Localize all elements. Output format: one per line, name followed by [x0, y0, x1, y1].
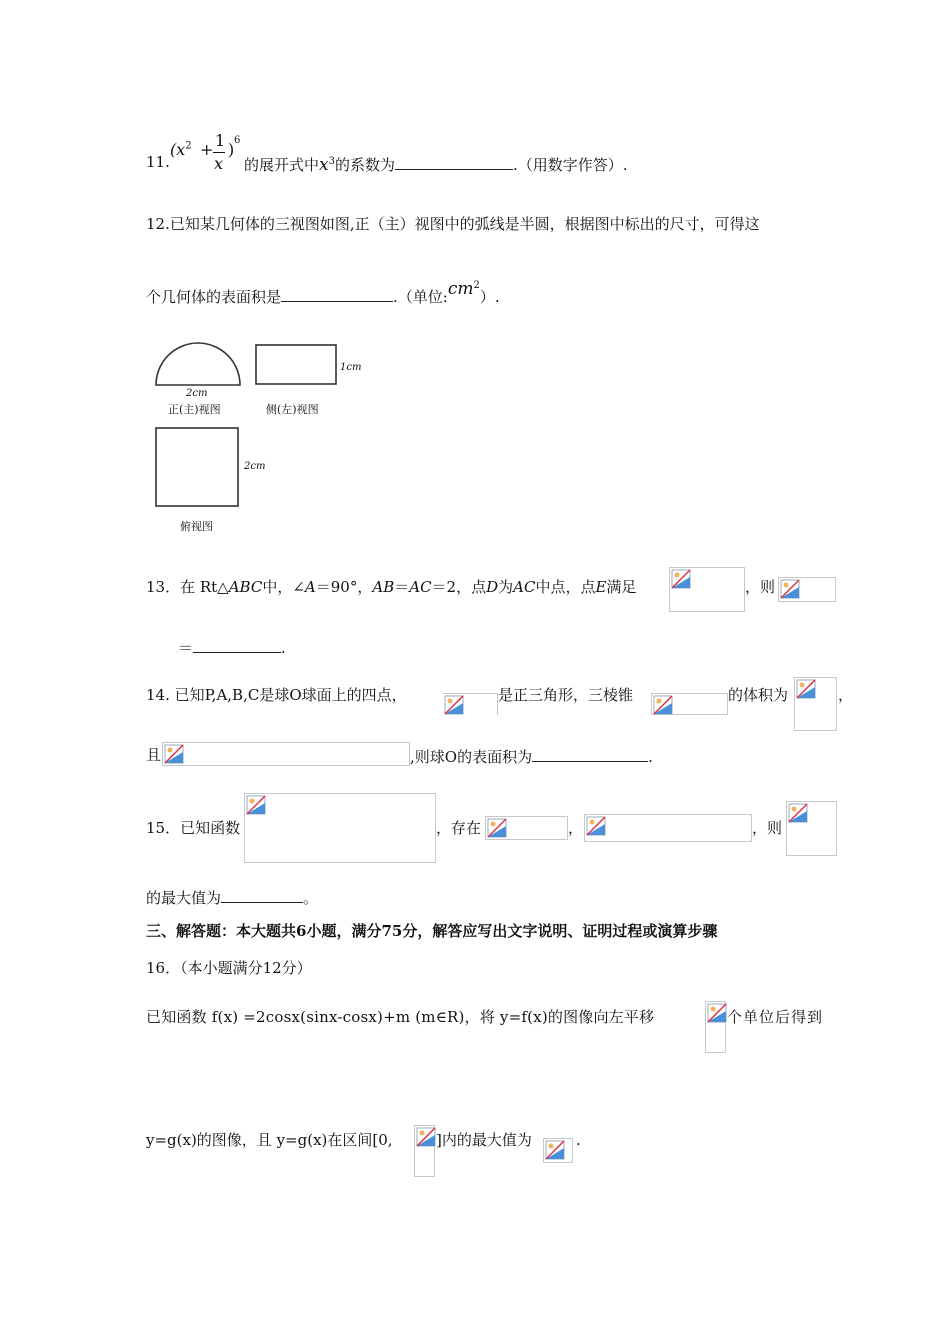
side-view-label: 侧(左)视图 — [266, 403, 319, 416]
q12-unit: cm — [447, 279, 474, 299]
q15-image-1 — [244, 793, 436, 863]
q13-abc: ABC — [228, 578, 263, 596]
q13-ab: AB — [372, 578, 395, 596]
q13-line2 — [178, 636, 286, 658]
broken-image-icon — [653, 695, 673, 715]
q13-t1: 中，∠ — [262, 578, 305, 596]
q11-text — [244, 152, 628, 175]
q13-e: E — [595, 578, 607, 596]
broken-image-icon — [586, 816, 606, 836]
broken-image-icon — [164, 744, 184, 764]
q15-line1-a: 15．已知函数 — [146, 819, 241, 837]
q14-answer-blank[interactable] — [532, 745, 648, 762]
q11-line — [146, 152, 170, 172]
q11-text-a: 的展开式中 — [244, 156, 320, 174]
q11-answer-blank[interactable] — [395, 153, 513, 170]
q11-formula-close: ) — [228, 140, 235, 159]
broken-image-icon — [487, 818, 507, 838]
q11-text-c: .（用数字作答）. — [513, 156, 628, 174]
q15-line1-d: ，则 — [752, 819, 783, 837]
q14-line2-a: 且 — [146, 746, 162, 764]
q13-line1 — [146, 577, 636, 597]
q14-line2-end: . — [648, 748, 653, 766]
q13-image-2 — [778, 577, 836, 602]
broken-image-icon — [796, 679, 816, 699]
q11-formula-base: (x — [170, 140, 186, 159]
q14-line1-a: 14. 已知P,A,B,C是球O球面上的四点， — [146, 686, 407, 704]
q15-image-2 — [485, 816, 568, 840]
broken-image-icon — [780, 579, 800, 599]
q16-line1-b: 个单位后得到 — [727, 1008, 824, 1026]
broken-image-icon — [707, 1003, 727, 1023]
q11-formula-plus: + — [200, 140, 214, 159]
front-view-semicircle — [156, 343, 240, 385]
q15-image-4 — [786, 801, 837, 856]
broken-image-icon — [246, 795, 266, 815]
q16-line1-a: 已知函数 f(x) =2cosx(sinx-cosx)+m (m∈R)，将 y=f(x)的图像向左平移 — [146, 1008, 655, 1026]
q14-line2-text: ,则球O的表面积为 — [410, 748, 533, 766]
q11-text-b: 的系数为 — [334, 156, 395, 174]
q13-number: 13．在 Rt△ — [146, 578, 229, 596]
q13-equals: ＝ — [178, 639, 194, 657]
q11-formula-numerator: 1 — [215, 131, 226, 150]
q16-image-3 — [543, 1138, 573, 1163]
front-dim-label: 2cm — [186, 388, 208, 399]
q14-line1-b: 是正三角形，三棱锥 — [498, 686, 634, 704]
broken-image-icon — [444, 695, 464, 715]
top-view-rect — [156, 428, 238, 506]
q16-header: 16．（本小题满分12分） — [146, 959, 312, 977]
q12-unit-exp: 2 — [473, 280, 480, 291]
broken-image-icon — [416, 1127, 436, 1147]
top-view-label: 俯视图 — [180, 520, 213, 533]
q13-d: D — [486, 578, 499, 596]
q13-t2: ＝90°， — [315, 578, 373, 596]
q13-image-1 — [669, 567, 745, 612]
section3-heading: 三、解答题：本大题共6小题，满分75分，解答应写出文字说明、证明过程或演算步骤 — [146, 922, 718, 940]
q13-t7: 满足 — [606, 578, 637, 596]
q12-line2-a: 个几何体的表面积是 — [146, 288, 282, 306]
q14-line1-d: ， — [838, 686, 854, 704]
q14-line2-b — [410, 745, 653, 767]
q12-line2 — [146, 279, 500, 307]
q11-x3: x — [319, 155, 329, 175]
q11-formula-power: 6 — [234, 135, 241, 146]
q16-image-2 — [414, 1125, 435, 1177]
q13-ac2: AC — [513, 578, 536, 596]
q15-answer-blank[interactable] — [221, 886, 303, 903]
q16-line2-b: ]内的最大值为 — [436, 1131, 532, 1149]
q16-line2-a: y=g(x)的图像，且 y=g(x)在区间[0, — [146, 1131, 393, 1149]
side-dim-label: 1cm — [340, 362, 362, 373]
q14-image-3 — [794, 677, 837, 731]
broken-image-icon — [545, 1140, 565, 1160]
q12-answer-blank[interactable] — [281, 285, 393, 302]
broken-image-icon — [671, 569, 691, 589]
q13-then: ，则 — [745, 578, 776, 596]
q11-number: 11. — [146, 153, 170, 171]
q13-t4: ＝2，点 — [431, 578, 487, 596]
q11-fraction-bar — [213, 152, 225, 153]
q14-line1-c: 的体积为 — [728, 686, 789, 704]
q12-line2-c: ）. — [479, 288, 500, 306]
q15-line1-b: ，存在 — [436, 819, 482, 837]
q11-x3-exp: 3 — [328, 156, 335, 167]
q12-line1: 12.已知某几何体的三视图如图,正（主）视图中的弧线是半圆，根据图中标出的尺寸，可得这 — [146, 215, 760, 233]
q13-answer-blank[interactable] — [193, 636, 281, 653]
q14-image-4 — [162, 742, 410, 766]
q11-formula — [170, 131, 244, 178]
q15-line2-text: 的最大值为 — [146, 889, 222, 907]
q13-a: A — [304, 578, 316, 596]
q14-image-2 — [651, 693, 728, 715]
q15-line2 — [146, 886, 318, 908]
q16-image-1 — [705, 1001, 726, 1053]
q15-line1-c: ， — [568, 819, 584, 837]
q13-t6: 中点，点 — [535, 578, 596, 596]
q11-formula-denominator: x — [214, 154, 224, 173]
q12-line2-b: .（单位: — [393, 288, 448, 306]
front-view-label: 正(主)视图 — [168, 403, 221, 416]
q13-end: . — [281, 639, 286, 657]
q15-line2-end: 。 — [303, 889, 319, 907]
q15-image-3 — [584, 814, 752, 842]
q13-t5: 为 — [498, 578, 514, 596]
q13-t3: ＝ — [394, 578, 410, 596]
top-dim-label: 2cm — [244, 461, 266, 472]
q14-image-1 — [443, 693, 498, 715]
q11-formula-exp: 2 — [185, 140, 192, 152]
q16-line2-c: . — [576, 1131, 581, 1149]
side-view-rect — [256, 345, 336, 384]
broken-image-icon — [788, 803, 808, 823]
q13-ac: AC — [409, 578, 432, 596]
